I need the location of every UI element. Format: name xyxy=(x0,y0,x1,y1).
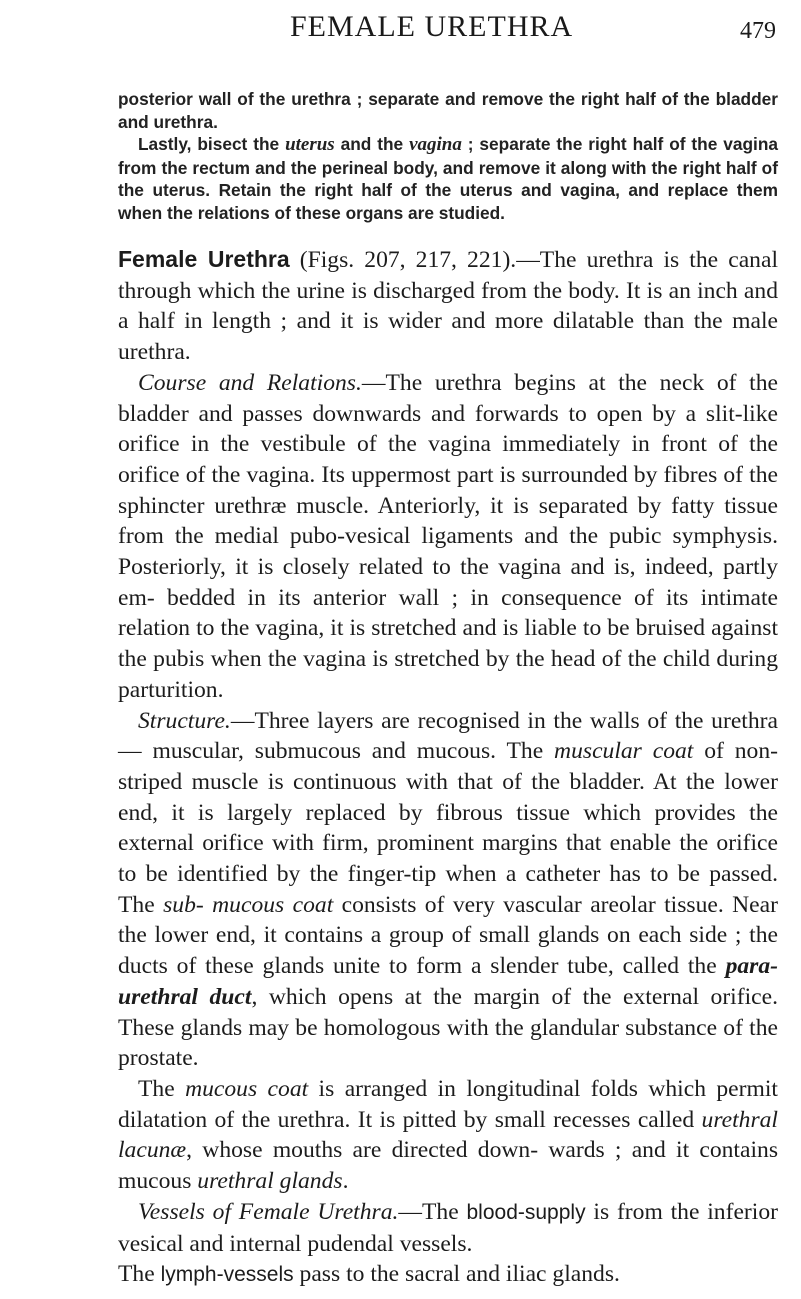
page-number: 479 xyxy=(740,18,776,44)
text-run: The xyxy=(138,1075,186,1102)
text-run: ; separate the right half of the vagina from the rectum and the perineal body, and remove it along with the right half of the uterus. Retain the right half of the uterus and vagina, and replace them when the relations of these organs are studied. xyxy=(118,134,778,223)
text-run: —The xyxy=(398,1198,467,1225)
running-head: FEMALE URETHRA xyxy=(290,10,574,43)
text-run: (Figs. 207, 217, 221).—The urethra is the canal through which the urine is discharged from the body. It is an inch and a half in length ; and it is wider and more dilatable than the male urethra. xyxy=(118,247,779,366)
course-paragraph xyxy=(118,368,778,706)
term-urethral-glands: urethral glands xyxy=(197,1168,343,1195)
text-run: The xyxy=(118,1261,161,1288)
subheading-course: Course and Relations. xyxy=(138,369,362,396)
text-run: , which opens at the margin of the external orifice. These glands may be homologous with the glandular substance of the prostate. xyxy=(118,983,778,1072)
term-submucous-coat: sub- mucous coat xyxy=(163,891,334,918)
dissection-paragraph-2 xyxy=(118,133,778,224)
dissection-instructions xyxy=(118,88,778,225)
text-run: pass to the sacral and iliac glands. xyxy=(293,1261,620,1288)
text-run: is arranged in longitudinal folds which permit dilatation of the urethra. It is pitted by small recesses called xyxy=(118,1075,778,1133)
female-urethra-section xyxy=(118,244,778,1291)
term-blood-supply: blood-supply xyxy=(466,1200,586,1224)
dissection-paragraph-1: posterior wall of the urethra ; separate and remove the right half of the bladder and urethra. xyxy=(118,89,778,132)
lymph-paragraph xyxy=(118,1259,778,1291)
term-muscular-coat: muscular coat xyxy=(554,738,694,765)
section-heading: Female Urethra xyxy=(118,246,290,272)
term-para-urethral-duct: para-urethral duct xyxy=(118,953,778,1010)
text-run: consists of very vascular areolar tissue. Near the lower end, it contains a group of small glands on each side ; the ducts of these glands unite to form a slender tube, called the xyxy=(118,891,778,980)
term-mucous-coat: mucous coat xyxy=(185,1075,309,1102)
term-urethral-lacunae: urethral lacunæ xyxy=(118,1106,778,1164)
text-run: —The urethra begins at the neck of the bladder and passes downwards and forwards to open by a slit-like orifice in the vestibule of the vagina immediately in front of the orifice of the vagina. Its uppermost part is surrounded by fibres of the sphincter urethræ muscle. Anteriorly, it is separated by fatty tissue from the medial pubo-vesical ligaments and the pubic symphysis. Posteriorly, it is closely related to the vagina and is, indeed, partly em- bedded in its anterior wall ; in consequence of its intimate relation to the vagina, it is stretched and is liable to be bruised against the pubis when the vagina is stretched by the head of the child during parturition. xyxy=(118,369,779,703)
term-lymph-vessels: lymph-vessels xyxy=(160,1263,294,1287)
text-run: Lastly, bisect the xyxy=(138,134,286,155)
text-run: . xyxy=(342,1168,349,1195)
text-run: , whose mouths are directed down- wards ; and it contains mucous xyxy=(118,1137,778,1195)
vessels-paragraph xyxy=(118,1197,778,1259)
text-run: of non-striped muscle is continuous with that of the bladder. At the lower end, it is largely replaced by fibrous tissue which provides the external orifice with firm, prominent margins that enable the orifice to be identified by the finger-tip when a catheter has to be passed. The xyxy=(118,738,778,918)
text-run: —Three layers are recognised in the walls of the urethra — muscular, submucous and mucous. The xyxy=(118,707,778,765)
term-uterus: uterus xyxy=(285,134,335,156)
structure-paragraph xyxy=(118,706,778,1074)
page-header xyxy=(0,6,801,54)
text-run: is from the inferior vesical and internal pudendal vessels. xyxy=(118,1198,778,1257)
subheading-vessels: Vessels of Female Urethra. xyxy=(138,1198,399,1225)
subheading-structure: Structure. xyxy=(138,707,231,734)
text-run: and the xyxy=(334,134,410,155)
intro-paragraph xyxy=(118,244,778,368)
mucous-paragraph xyxy=(118,1074,778,1197)
term-vagina: vagina xyxy=(409,134,462,156)
